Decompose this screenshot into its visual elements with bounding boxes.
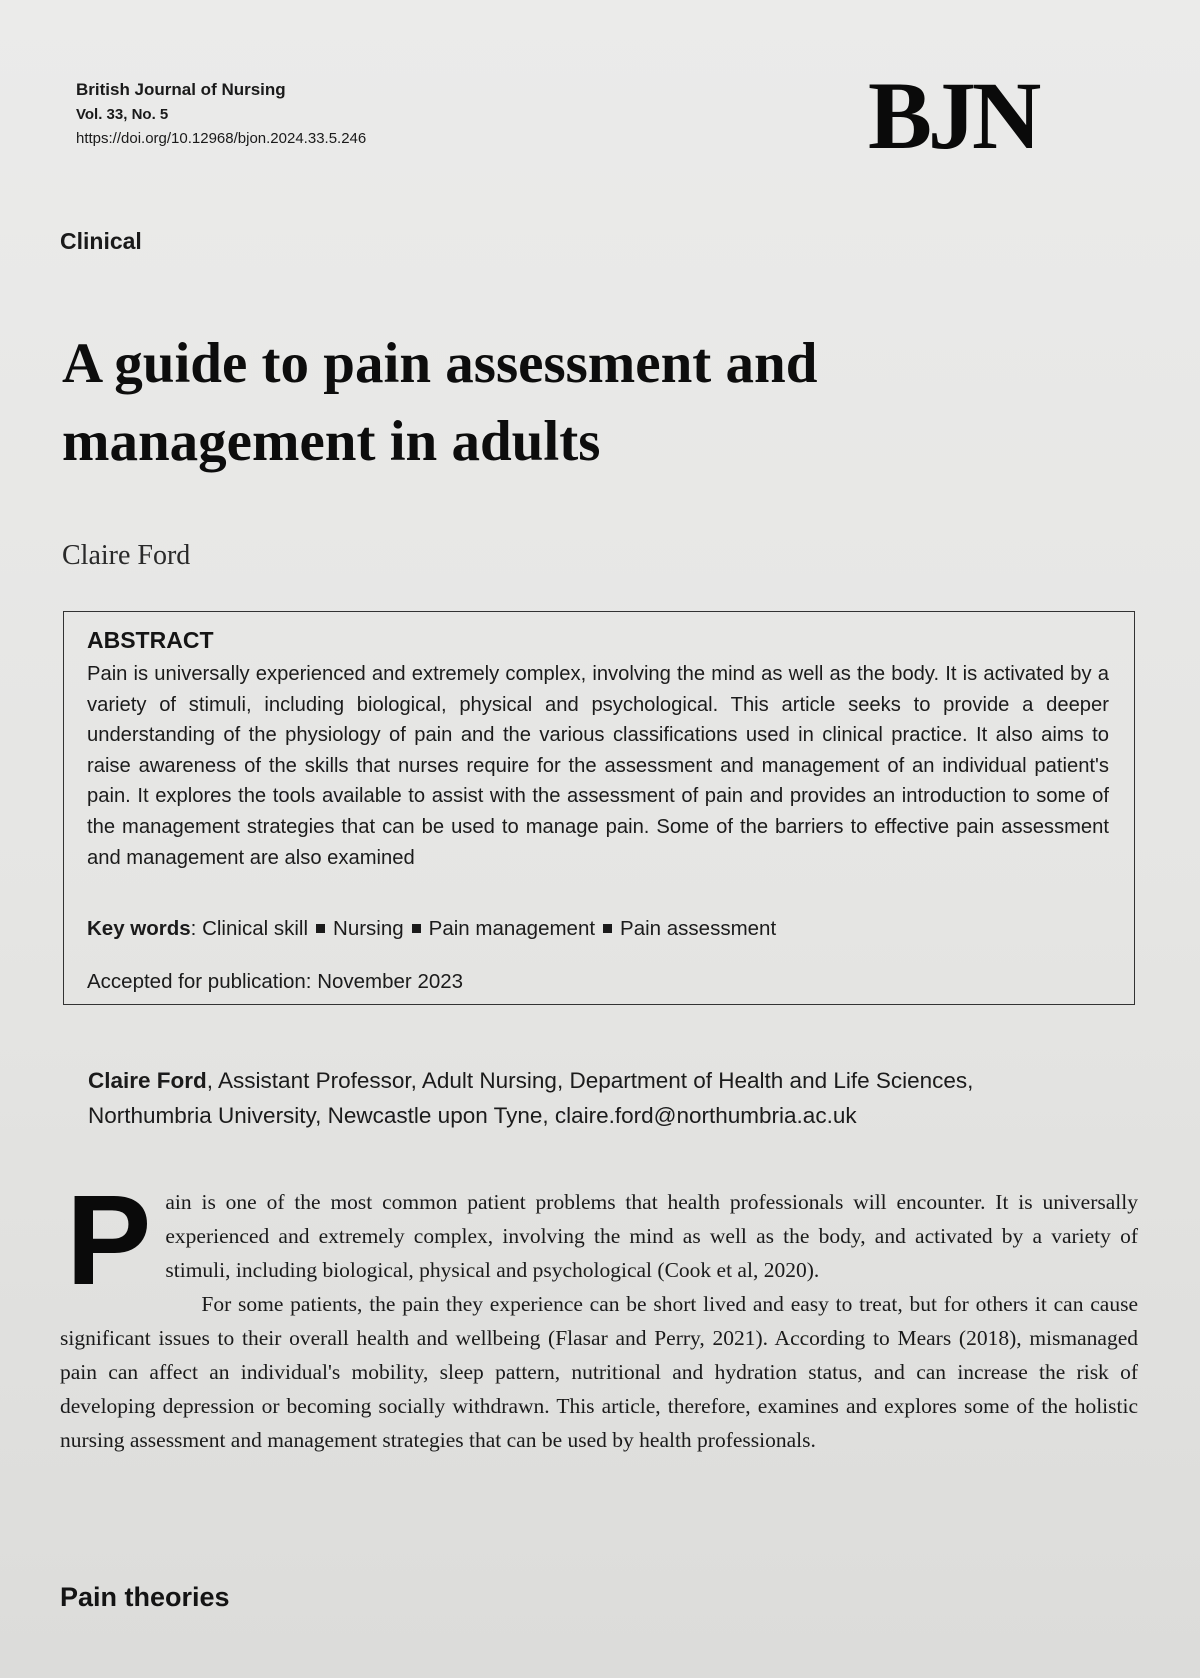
keyword-separator-icon [412,924,421,933]
affiliation-details: , Assistant Professor, Adult Nursing, Department of Health and Life Sciences, Northumbria University, Newcastle upon Tyne, claire.ford@northumbria.ac.uk [88,1068,974,1128]
journal-volume: Vol. 33, No. 5 [76,106,169,123]
article-title-line-2: management in adults [62,410,601,473]
article-body [60,1169,1138,1457]
journal-name: British Journal of Nursing [76,80,286,99]
keyword-item: Nursing [333,917,404,940]
section-label: Clinical [60,228,142,254]
journal-metadata [76,76,366,151]
keyword-item: Pain management [428,917,596,940]
author-affiliation [88,1063,1098,1133]
article-title-line-1: A guide to pain assessment and [62,332,818,395]
article-author: Claire Ford [62,540,191,571]
keyword-separator-icon [316,924,325,933]
affiliation-name: Claire Ford [88,1068,207,1093]
body-paragraph-2: For some patients, the pain they experience can be short lived and easy to treat, but for others it can cause significant issues to their overall health and wellbeing (Flasar and Perry, 2021). According to Mears (2018), mismanaged pain can affect an individual's mobility, sleep pattern, nutritional and hydration status, and can increase the risk of developing depression or becoming socially withdrawn. This article, therefore, examines and explores some of the holistic nursing assessment and management strategies that can be used by health professionals. [60,1292,1138,1452]
keywords-colon: : [190,917,203,940]
paragraph-1-text: ain is one of the most common patient problems that health professionals will encounter. It is universally experienced and extremely complex, involving the mind as well as the body, and activated by a variety of stimuli, including biological, physical and psychological (Cook et al, 2020). [165,1190,1138,1282]
keywords-label: Key words [87,917,191,940]
doi-link[interactable]: https://doi.org/10.12968/bjon.2024.33.5.246 [76,130,367,147]
keyword-separator-icon [603,924,612,933]
abstract-heading: ABSTRACT [87,627,214,653]
article-title [62,325,1102,481]
bjn-logo: BJN [868,62,1038,169]
keyword-item: Clinical skill [202,917,309,940]
keywords-line [87,917,776,941]
section-subheading: Pain theories [60,1582,230,1612]
body-paragraph-1 [60,1169,1138,1312]
abstract-box [63,611,1135,1005]
abstract-text: Pain is universally experienced and extremely complex, involving the mind as well as the body. It is activated by a variety of stimuli, including biological, physical and psychological. This article seeks to provide a deeper understanding of the physiology of pain and the various classifications used in clinical practice. It also aims to raise awareness of the skills that nurses require for the assessment and management of an individual patient's pain. It explores the tools available to assist with the assessment of pain and provides an introduction to some of the management strategies that can be used to manage pain. Some of the barriers to effective pain assessment and management are also examined [87,663,1109,869]
keyword-item: Pain assessment [620,917,777,940]
accepted-date: Accepted for publication: November 2023 [87,970,464,993]
drop-cap: P [66,1169,152,1312]
